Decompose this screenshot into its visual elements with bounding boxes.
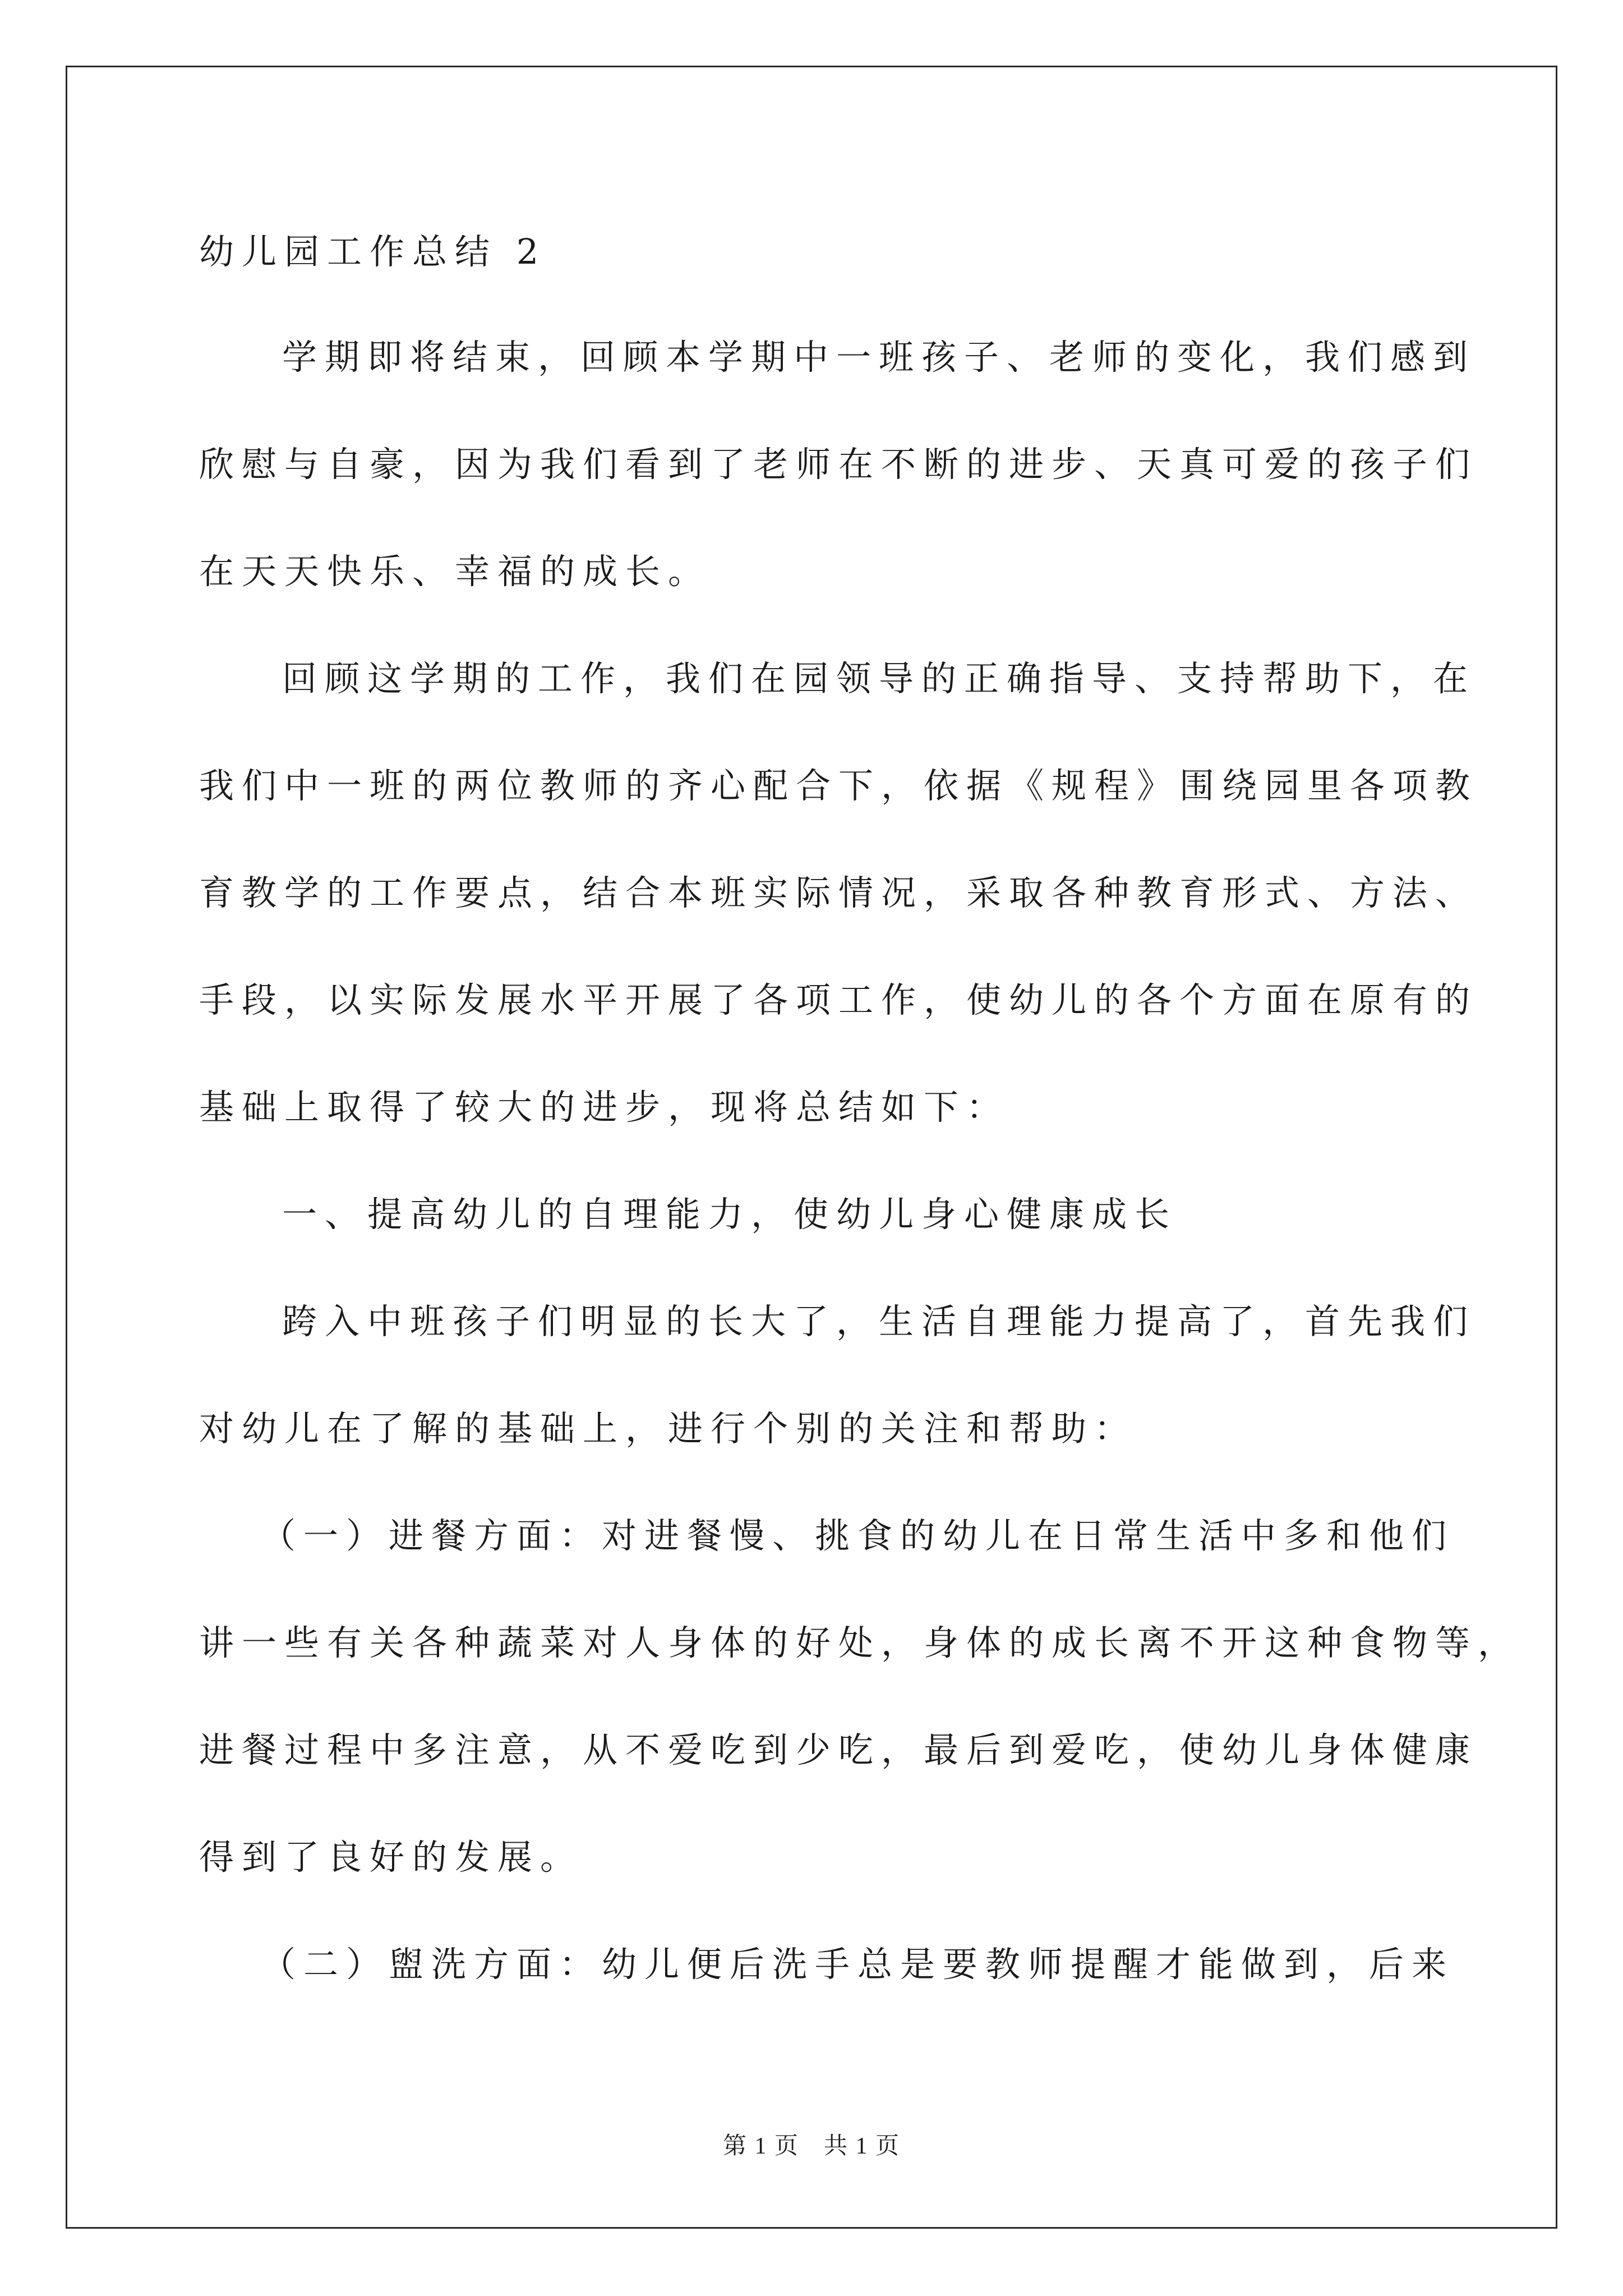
paragraph-line: 得到了良好的发展。 [199,1837,583,1878]
paragraph-line: 讲一些有关各种蔬菜对人身体的好处，身体的成长离不开这种食物等， [199,1622,1521,1663]
paragraph-line: 学期即将结束，回顾本学期中一班孩子、老师的变化，我们感到 [282,337,1476,378]
paragraph-line: 回顾这学期的工作，我们在园领导的正确指导、支持帮助下，在 [282,658,1476,699]
paragraph-line: 手段，以实际发展水平开展了各项工作，使幼儿的各个方面在原有的 [199,979,1478,1020]
paragraph-line: 在天天快乐、幸福的成长。 [199,551,711,592]
paragraph-line: 跨入中班孩子们明显的长大了，生活自理能力提高了，首先我们 [282,1301,1476,1342]
document-title: 幼儿园工作总结 2 [199,231,547,272]
page-number-footer: 第 1 页 共 1 页 [722,2133,900,2159]
paragraph-line: 进餐过程中多注意，从不爱吃到少吃，最后到爱吃，使幼儿身体健康 [199,1729,1478,1770]
paragraph-line: 对幼儿在了解的基础上，进行个别的关注和帮助： [199,1408,1137,1449]
paragraph-line: （一）进餐方面：对进餐慢、挑食的幼儿在日常生活中多和他们 [261,1515,1455,1556]
paragraph-line: 欣慰与自豪，因为我们看到了老师在不断的进步、天真可爱的孩子们 [199,444,1478,485]
page-border [66,66,1557,2229]
paragraph-line: 育教学的工作要点，结合本班实际情况，采取各种教育形式、方法、 [199,872,1478,913]
paragraph-line: 基础上取得了较大的进步，现将总结如下： [199,1087,1009,1128]
paragraph-line: 我们中一班的两位教师的齐心配合下，依据《规程》围绕园里各项教 [199,765,1478,806]
paragraph-line: （二）盥洗方面：幼儿便后洗手总是要教师提醒才能做到，后来 [261,1944,1455,1985]
section-heading: 一、提高幼儿的自理能力，使幼儿身心健康成长 [282,1194,1178,1235]
